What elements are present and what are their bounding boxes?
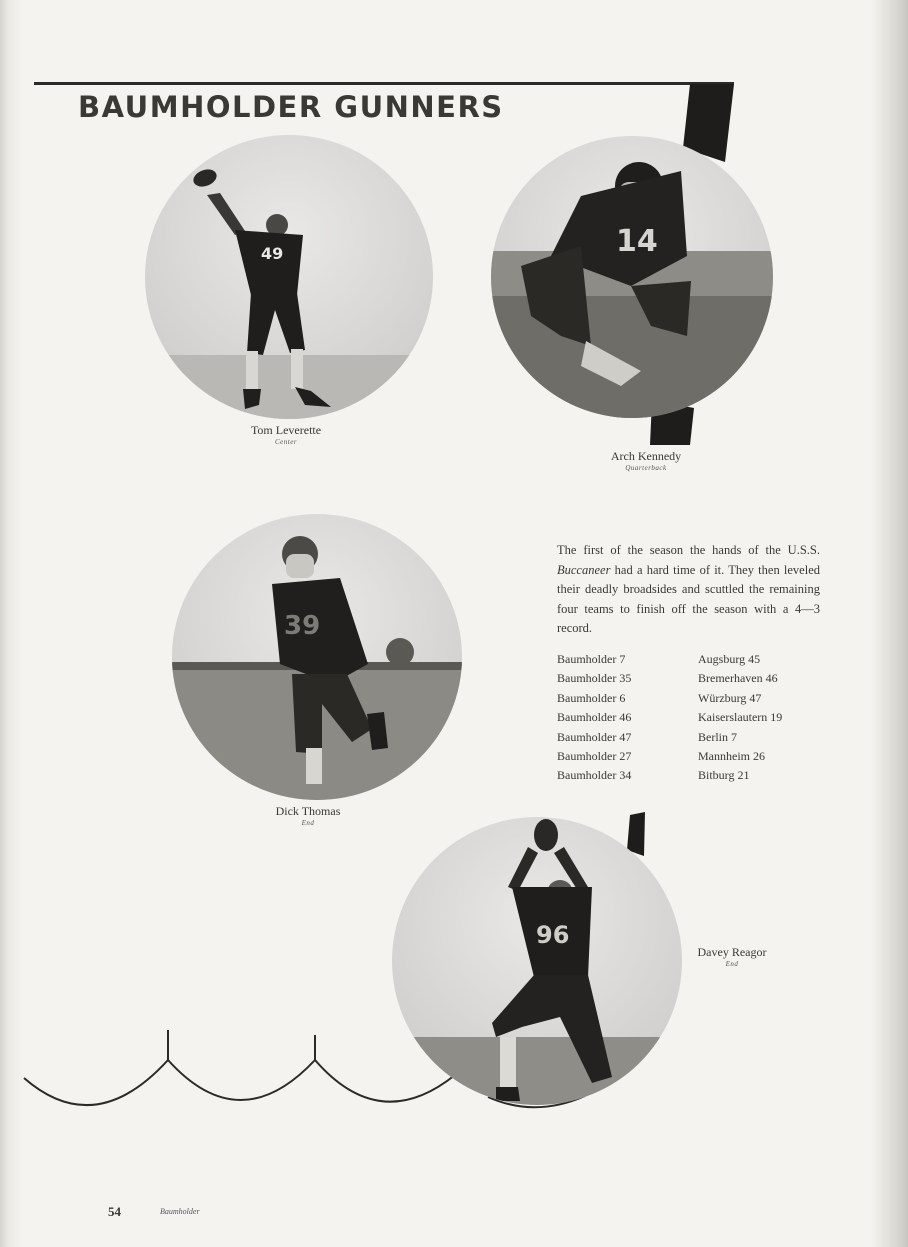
score-away: Mannheim 26 <box>698 749 765 764</box>
score-away: Augsburg 45 <box>698 652 761 666</box>
player-photo-kennedy <box>491 136 773 418</box>
football-player-image <box>145 135 433 419</box>
caption-reagor <box>692 945 772 968</box>
scores-home-column <box>557 650 631 786</box>
jersey-number: 14 <box>616 224 658 259</box>
player-position: End <box>301 819 315 827</box>
summary-text-before: The first of the season the hands of the U.S.S. <box>557 543 820 557</box>
score-away: Berlin 7 <box>698 729 737 744</box>
player-name: Tom Leverette <box>250 423 322 437</box>
player-name: Arch Kennedy <box>610 449 682 463</box>
player-name: Dick Thomas <box>275 804 341 818</box>
page-title: BAUMHOLDER GUNNERS <box>78 90 504 124</box>
jersey-number: 39 <box>284 611 321 641</box>
score-home: Baumholder 47 <box>557 729 632 744</box>
score-away: Bremerhaven 46 <box>698 671 778 686</box>
page-number: 54 <box>108 1204 121 1219</box>
scores-away-column <box>698 650 782 786</box>
score-home: Baumholder 7 <box>557 652 626 666</box>
score-home: Baumholder 34 <box>557 768 632 783</box>
football-player-image <box>172 514 462 800</box>
ship-name: Buccaneer <box>557 562 611 577</box>
player-photo-leverette <box>145 135 433 419</box>
publication-name: Baumholder <box>160 1207 200 1216</box>
player-position: Quarterback <box>625 464 667 472</box>
jersey-number: 96 <box>536 921 570 949</box>
score-away: Würzburg 47 <box>698 690 762 705</box>
season-summary <box>557 541 820 639</box>
score-home: Baumholder 46 <box>557 710 632 725</box>
player-photo-reagor <box>392 817 682 1105</box>
score-away: Bitburg 21 <box>698 768 750 783</box>
football-player-image <box>491 136 773 418</box>
football-icon <box>191 166 219 189</box>
summary-text-after: had a hard time of it. They then leveled their deadly broadsides and scuttled the remaining four teams to finish off the season with a 4—3 record. <box>557 562 820 635</box>
player-name: Davey Reagor <box>697 945 767 959</box>
player-photo-thomas <box>172 514 462 800</box>
jersey-number: 49 <box>261 244 284 263</box>
caption-leverette <box>216 423 356 446</box>
football-icon <box>534 819 558 851</box>
football-player-image <box>392 817 682 1105</box>
player-position: Center <box>274 438 298 446</box>
caption-kennedy <box>576 449 716 472</box>
player-position: End <box>725 960 739 968</box>
score-away: Kaiserslautern 19 <box>698 710 783 725</box>
score-home: Baumholder 27 <box>557 749 632 764</box>
score-home: Baumholder 35 <box>557 671 632 686</box>
caption-thomas <box>238 804 378 827</box>
score-home: Baumholder 6 <box>557 690 626 705</box>
